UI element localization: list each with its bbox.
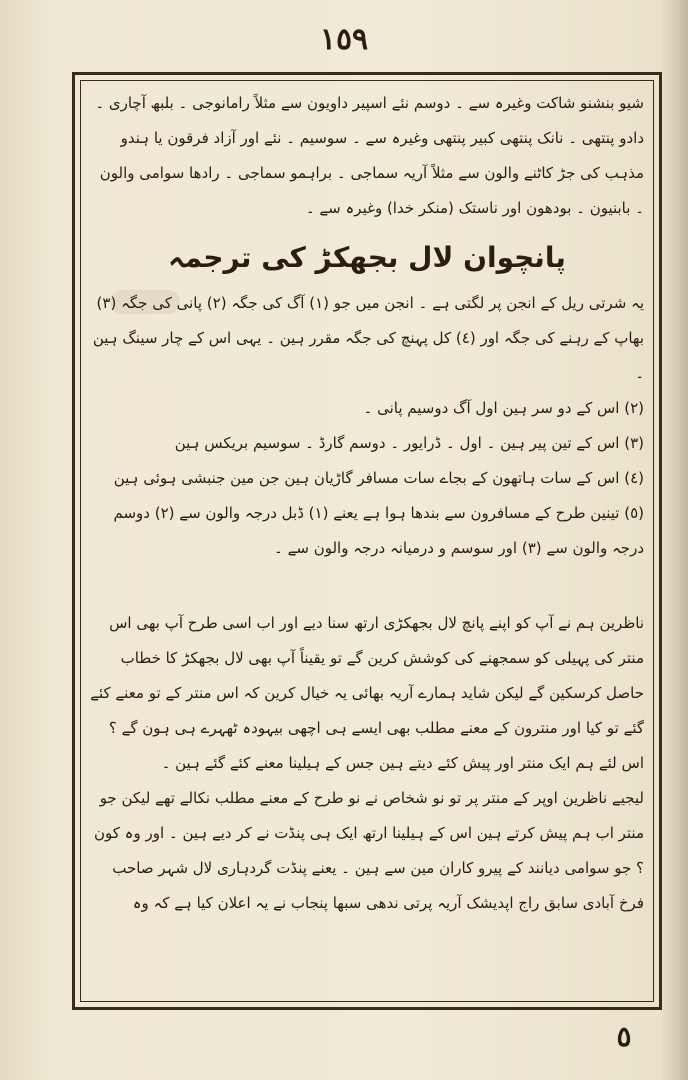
list-item: (٣) اس کے تین پیر ہین ۔ اول ۔ ڈرایور ۔ دوسم گارڈ ۔ سوسیم بریکس ہین xyxy=(174,434,644,452)
list-item: (٤) اس کے سات ہاتھون کے بجاے سات مسافر گاڑیان ہین جن مین جنبشی ہوئی ہین xyxy=(113,469,644,487)
list-item: (٥) تینین طرح کے مسافرون سے بندھا ہوا ہے یعنے (١) ڈبل درجہ والون سے (٢) دوسم درجہ والون سے (٣) اور سوسم و درمیانہ درجہ والون سے ۔ xyxy=(113,504,644,557)
list-item: (٢) اس کے دو سر ہین اول آگ دوسیم پانی ۔ xyxy=(363,399,644,417)
book-spine-shadow xyxy=(660,0,688,1080)
section-title: پانچوان لال بجھکڑ کی ترجمہ xyxy=(168,241,566,274)
closing-paragraph-1: ناظرین ہم نے آپ کو اپنے پانچ لال بجھکڑی ارتھ سنا دیے اور اب اسی طرح آپ بھی اس منتر کی پہیلی کو سمجھنے کی کوشش کرین گے تو یقیناً آپ بھی لال بجھکڑ کا خطاب حاصل کرسکین گے لیکن شاید ہمارے آریہ بھائی یہ خیال کرین کہ اس منتر کے تو معنے کئے گئے تو کیا اور منترون کے معنے مطلب بھی ایسے ہی اچھی بیہودہ ٹھہرے ہی ہون گے ؟ اس لئے ہم ایک منتر اور پیش کئے دیتے ہین جس کے ہیلینا معنے کئے گئے ہین ۔ xyxy=(90,614,644,772)
page-body xyxy=(90,86,644,996)
closing-paragraph-2: لیجیے ناظرین اوپر کے منتر پر تو نو شخاص نے نو طرح کے معنے مطلب نکالے تھے لیکن جو منتر اب ہم پیش کرتے ہین اس کے ہیلینا ارتھ ایک ہی پنڈت نے کر دیے ہین ۔ اور وہ کون ؟ جو سوامی دیانند کے پیرو کاران مین سے ہین ۔ یعنے پنڈت گردہاری لال شہر صاحب فرخ آبادی سابق راج اپدیشک آریہ پرتی ندھی سبھا پنجاب نے یہ اعلان کیا ہے کہ وہ xyxy=(94,789,644,912)
signature-mark: ٥ xyxy=(616,1020,632,1053)
page-number: ١٥٩ xyxy=(319,22,369,57)
intro-paragraph: شیو بنشنو شاکت وغیرہ سے ۔ دوسم نئے اسپیر داویون سے مثلاً رامانوجی ۔ بلبھ آچاری ۔ دادو پنتھی ۔ نانک پنتھی کبیر پنتھی وغیرہ سے ۔ سوسیم ۔ نئے اور آزاد فرقون یا ہندو مذہب کی جڑ کاٹنے والون سے مثلاً آریہ سماجی ۔ براہمو سماجی ۔ رادھا سوامی والون ۔ بابنیون ۔ بودھون اور ناستک (منکر خدا) وغیرہ سے ۔ xyxy=(95,94,644,217)
paragraph-gap xyxy=(90,566,644,606)
section-intro: یہ شرتی ریل کے انجن پر لگتی ہے ۔ انجن میں جو (١) آگ کی جگہ (٢) پانی کی جگہ (٣) بھاپ کے رہنے کی جگہ اور (٤) کل پہنچ کی جگہ مقرر ہین ۔ یہی اس کے چار سینگ ہین ۔ xyxy=(92,294,644,382)
